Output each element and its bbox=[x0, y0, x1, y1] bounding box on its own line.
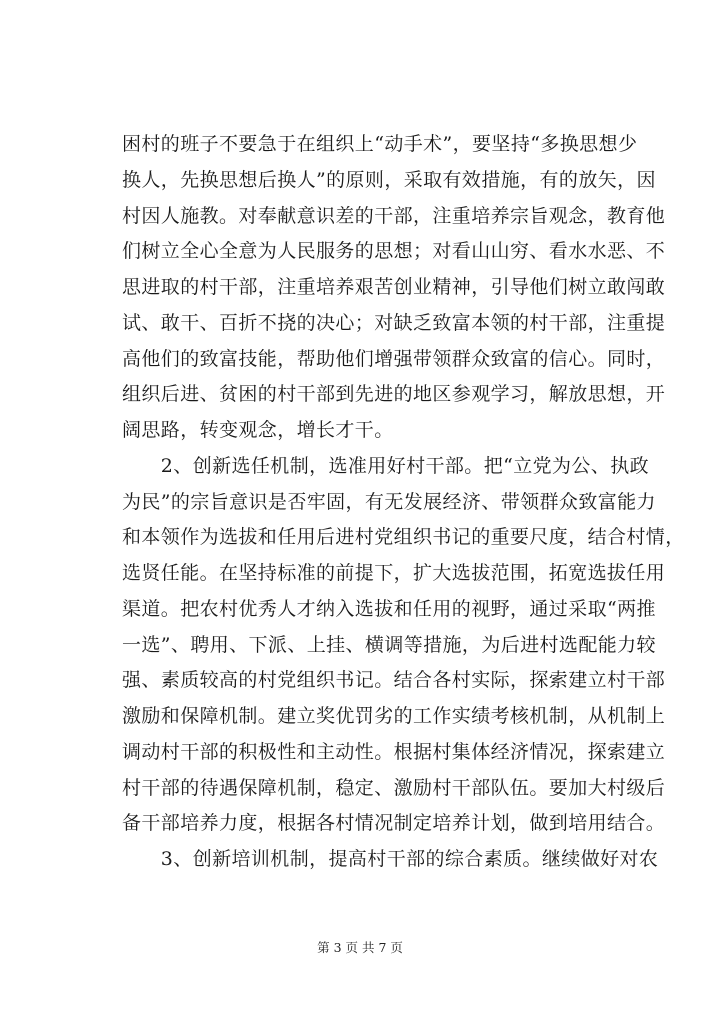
page-number-footer: 第 3 页 共 7 页 bbox=[317, 940, 403, 955]
text-line: 思进取的村干部，注重培养艰苦创业精神，引导他们树立敢闯敢 bbox=[122, 276, 666, 298]
text-line: 选贤任能。在坚持标准的前提下，扩大选拔范围，拓宽选拔任用 bbox=[122, 562, 666, 584]
text-line: 们树立全心全意为人民服务的思想；对看山山穷、看水水恶、不 bbox=[122, 240, 666, 263]
text-line: 2、创新选任机制，选准用好村干部。把“立党为公、执政 bbox=[122, 454, 650, 477]
text-line: 备干部培养力度，根据各村情况制定培养计划，做到培用结合。 bbox=[122, 812, 666, 835]
text-line: 为民”的宗旨意识是否牢固，有无发展经济、带领群众致富能力 bbox=[122, 490, 656, 513]
text-line: 村因人施教。对奉献意识差的干部，注重培养宗旨观念，教育他 bbox=[122, 204, 666, 227]
text-line: 组织后进、贫困的村干部到先进的地区参观学习，解放思想，开 bbox=[122, 383, 666, 406]
text-line: 强、素质较高的村党组织书记。结合各村实际，探索建立村干部 bbox=[122, 669, 666, 692]
text-line: 和本领作为选拔和任用后进村党组织书记的重要尺度，结合村情， bbox=[122, 526, 685, 549]
text-line: 阔思路，转变观念，增长才干。 bbox=[122, 419, 394, 441]
text-line: 调动村干部的积极性和主动性。根据村集体经济情况，探索建立 bbox=[122, 740, 666, 763]
text-line: 一选”、聘用、下派、上挂、横调等措施，为后进村选配能力较 bbox=[122, 633, 656, 656]
text-line: 高他们的致富技能，帮助他们增强带领群众致富的信心。同时， bbox=[122, 347, 666, 370]
text-line: 试、敢干、百折不挠的决心；对缺乏致富本领的村干部，注重提 bbox=[122, 311, 666, 334]
text-line: 激励和保障机制。建立奖优罚劣的工作实绩考核机制，从机制上 bbox=[122, 705, 666, 727]
body-text bbox=[122, 127, 685, 878]
text-line: 换人，先换思想后换人”的原则，采取有效措施，有的放矢，因 bbox=[122, 168, 656, 191]
text-line: 3、创新培训机制，提高村干部的综合素质。继续做好对农 bbox=[122, 848, 659, 870]
text-line: 村干部的待遇保障机制，稳定、激励村干部队伍。要加大村级后 bbox=[122, 776, 666, 799]
text-line: 困村的班子不要急于在组织上“动手术”，要坚持“多换思想少 bbox=[122, 133, 638, 155]
text-line: 渠道。把农村优秀人才纳入选拔和任用的视野，通过采取“两推 bbox=[122, 597, 656, 620]
